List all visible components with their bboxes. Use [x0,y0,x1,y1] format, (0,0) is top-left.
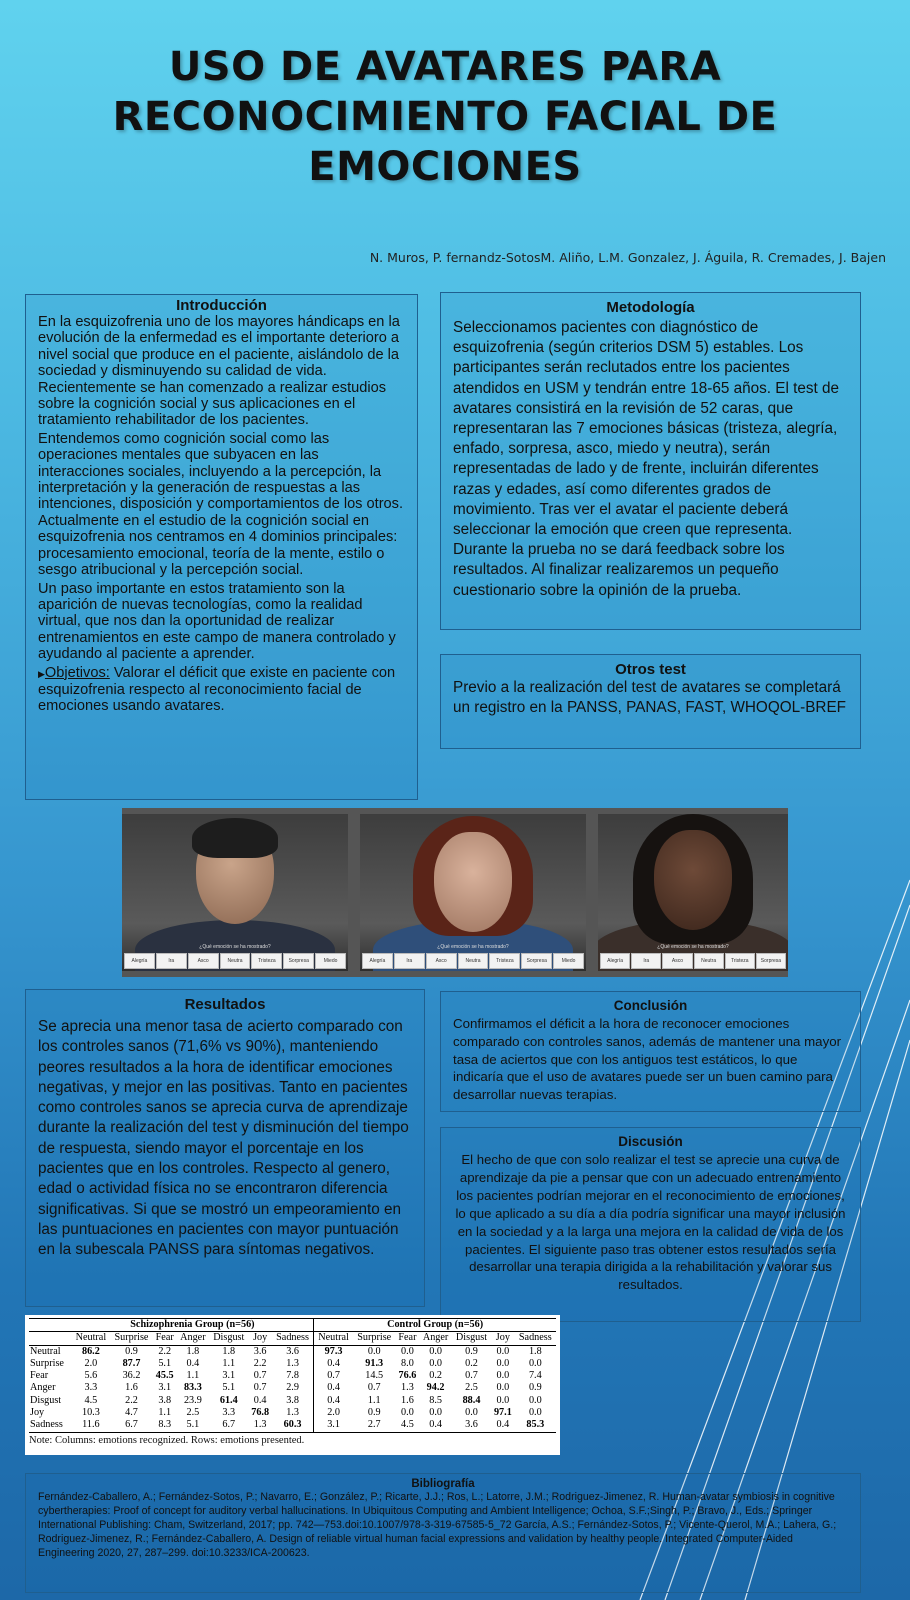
emotion-button[interactable]: Tristeza [489,953,520,969]
table-cell: 86.2 [81,1345,100,1357]
table-cell: 0.2 [465,1357,478,1369]
table-cell: 3.3 [84,1382,98,1394]
group-header: Schizophrenia Group (n=56) [72,1319,314,1332]
emotion-button[interactable]: Asco [426,953,457,969]
table-cell: 1.6 [125,1382,138,1394]
emotion-buttons [122,953,348,969]
table-cell: 3.6 [253,1345,267,1357]
table-cell: 97.1 [493,1407,512,1419]
emotion-button[interactable]: Alegría [600,953,630,969]
emotion-buttons [598,953,788,969]
paragraph: En la esquizofrenia uno de los mayores hándicaps en la evolución de la enfermedad es el importante deterioro a nivel social que produce en el paciente, aislándolo de la sociedad y disminuyendo su calidad de vida. Recientemente se han comenzado a realizar estudios sobre la cognición social y sus aplicaciones en el tratamiento rehabilitador de los pacientes. [38,314,400,429]
table-cell: 6.7 [209,1419,248,1432]
table-cell: 0.0 [429,1345,442,1357]
emotion-button[interactable]: Miedo [315,953,346,969]
row-label: Disgust [30,1394,62,1406]
avatar-images [122,808,788,977]
row-label: Neutral [30,1345,61,1357]
column-header-row [29,1332,556,1345]
table-cell: 1.3 [401,1382,414,1394]
table-cell: 88.4 [462,1394,481,1406]
table-cell: 5.1 [177,1419,210,1432]
section-metodologia [440,292,861,630]
table-cell: 0.4 [419,1419,452,1432]
avatar-image-female [360,814,586,971]
table-row [29,1370,556,1382]
section-heading: Bibliografía [411,1478,475,1490]
paragraph: Seleccionamos pacientes con diagnóstico de esquizofrenia (según criterios DSM 5) estables. Los participantes serán reclutados entre los pacientes atendidos en USM y tendrán entre 18-65 años. El test de avatares consistirá en la revisión de 52 caras, que representaran las 7 emociones básicas (tristeza, alegría, enfado, sorpresa, asco, miedo y neutra), serán representadas de lado y de frente, incluirán diferentes razas y edades, así como diferentes grados de movimiento. Tras ver el avatar el paciente deberá seleccionar la emoción que creen que representa. Durante la prueba no se dará feedback sobre los resultados. Al finalizar realizaremos un pequeño cuestionario sobre la opinión de la prueba. [453,319,840,599]
emotion-button[interactable]: Miedo [553,953,584,969]
table-cell: 4.7 [125,1407,138,1419]
table-row [29,1395,556,1407]
table-cell: 3.1 [222,1370,236,1382]
table-cell: 0.0 [496,1370,510,1382]
table-cell: 0.0 [496,1345,510,1357]
emotion-button[interactable]: Asco [188,953,219,969]
table-cell: 76.8 [251,1407,270,1419]
title-line: USO DE AVATARES PARA [168,44,722,90]
table-cell: 0.0 [429,1407,442,1419]
avatar-image-dark-skin [598,814,788,971]
table-cell: 0.0 [496,1382,510,1394]
table-cell: 3.6 [452,1419,491,1432]
table-body [29,1345,556,1432]
row-label: Fear [30,1370,49,1382]
table-cell: 0.4 [314,1382,353,1394]
table-cell: 7.4 [528,1370,542,1382]
section-conclusion [440,991,861,1112]
table-cell: 61.4 [219,1394,238,1406]
table-cell: 23.9 [183,1394,202,1406]
table-cell: 97.3 [314,1345,353,1358]
column-header: Disgust [452,1332,491,1345]
column-header: Anger [177,1332,210,1345]
section-resultados [25,989,425,1307]
table-cell: 8.5 [429,1394,442,1406]
table-cell: 83.3 [183,1382,202,1394]
table-cell: 0.9 [367,1407,381,1419]
table-cell: 76.6 [398,1370,417,1382]
objetivos [38,665,405,715]
emotion-button[interactable]: Neutra [220,953,251,969]
objetivos-label: Objetivos: [44,664,110,681]
table-cell: 2.5 [186,1407,200,1419]
table-cell: 0.4 [253,1394,267,1406]
section-heading: Discusión [618,1134,683,1149]
table-cell: 0.0 [465,1407,478,1419]
table-cell: 0.0 [528,1394,542,1406]
column-header: Anger [419,1332,452,1345]
table-cell: 0.7 [253,1370,267,1382]
table-cell: 1.8 [222,1345,236,1357]
table-cell: 2.5 [465,1382,478,1394]
table-row [29,1419,556,1432]
table-note: Note: Columns: emotions recognized. Rows: emotions presented. [29,1434,305,1446]
table-cell: 0.2 [429,1370,442,1382]
table-cell: 2.2 [125,1394,138,1406]
table-row [29,1358,556,1370]
column-header: Fear [396,1332,420,1345]
table-cell: 0.0 [528,1357,542,1369]
paragraph: Previo a la realización del test de avatares se completará un registro en la PANSS, PANAS, FAST, WHOQOL-BREF [453,679,847,717]
table-cell: 2.0 [84,1357,98,1369]
title-line: RECONOCIMIENTO FACIAL DE [112,94,778,140]
table-cell: 36.2 [122,1370,141,1382]
table-cell: 0.0 [528,1407,542,1419]
paragraph: Se aprecia una menor tasa de acierto comparado con los controles sanos (71,6% vs 90%), manteniendo peores resultados a la hora de identificar emociones negativas, y mejor en las positivas. Tanto en pacientes como controles sanos se aprecia curva de aprendizaje durante la realización del test y disminución del tiempo de respuesta, siendo mayor el porcentaje en los pacientes que en los controles. Respecto al genero, edad o actividad física no se encontraron diferencia significativas. Si que se mostró un empeoramiento en las puntuaciones en pacientes con mayor puntuación en la subescala PANSS para síntomas negativos. [38,1018,409,1259]
section-bibliografia [25,1473,861,1593]
column-header: Surprise [353,1332,396,1345]
section-heading: Otros test [615,661,686,678]
results-table [25,1315,560,1455]
section-heading: Metodología [606,299,695,316]
column-header: Sadness [272,1332,314,1345]
confusion-table [29,1318,556,1433]
emotion-button[interactable]: Sorpresa [756,953,786,969]
table-cell: 60.3 [272,1419,314,1432]
table-cell: 87.7 [122,1357,141,1369]
table-cell: 11.6 [72,1419,111,1432]
table-cell: 2.9 [286,1382,299,1394]
emotion-button[interactable]: Ira [631,953,661,969]
emotion-button[interactable]: Alegría [124,953,155,969]
table-cell: 3.8 [158,1394,172,1406]
column-header: Neutral [314,1332,353,1345]
table-cell: 0.7 [465,1370,478,1382]
table-cell: 0.4 [314,1358,353,1370]
table-cell: 0.9 [465,1345,478,1357]
table-cell: 1.3 [248,1419,271,1432]
table-cell: 0.7 [367,1382,381,1394]
table-cell: 1.1 [186,1370,200,1382]
table-row [29,1407,556,1419]
table-cell: 3.1 [314,1419,353,1432]
table-cell: 1.3 [286,1357,299,1369]
section-heading: Conclusión [613,998,688,1013]
table-cell: 3.1 [158,1382,172,1394]
table-cell: 0.4 [186,1357,200,1369]
table-cell: 7.8 [286,1370,299,1382]
table-cell: 8.3 [153,1419,177,1432]
table-cell: 1.8 [186,1345,200,1357]
emotion-button[interactable]: Sorpresa [521,953,552,969]
emotion-buttons [360,953,586,969]
column-header: Fear [153,1332,177,1345]
table-cell: 8.0 [401,1357,414,1369]
paragraph: Un paso importante en estos tratamiento son la aparición de nuevas tecnologías, como la realidad virtual, que nos dan la oportunidad de realizar entrenamientos en este campo de manera controlado y ayudando al paciente a aprender. [38,580,396,663]
row-label: Surprise [30,1357,64,1369]
emotion-button[interactable]: Neutra [694,953,724,969]
table-cell: 0.9 [528,1382,542,1394]
table-cell: 45.5 [155,1370,174,1382]
table-cell: 1.3 [286,1407,299,1419]
table-cell: 1.8 [528,1345,542,1357]
question-text: ¿Qué emoción se ha mostrado? [199,944,271,950]
group-header: Control Group (n=56) [314,1319,556,1332]
column-header: Sadness [515,1332,556,1345]
table-cell: 0.4 [491,1419,514,1432]
table-cell: 14.5 [365,1370,384,1382]
section-introduccion [25,294,418,800]
emotion-button[interactable]: Tristeza [725,953,755,969]
table-cell: 3.8 [286,1394,299,1406]
column-header: Neutral [72,1332,111,1345]
row-label: Sadness [29,1419,72,1432]
question-text: ¿Qué emoción se ha mostrado? [437,944,509,950]
table-cell: 0.0 [496,1357,510,1369]
table-cell: 0.7 [314,1370,353,1382]
table-cell: 1.1 [367,1394,381,1406]
paragraph: El hecho de que con solo realizar el test se aprecie una curva de aprendizaje da pie a pensar que con un adecuado entrenamiento los pacientes podrían mejorar en el reconocimiento de emociones, lo que aplicado a su día a día podría significar una mayor inclusión en la sociedad y a la larga una mejora en la calidad de vida de los pacientes. El siguiente paso tras obtener estos resultados sería desarrollar una terapia dirigida a la rehabilitación y valorar sus resultados. [455,1152,846,1293]
table-cell: 5.1 [158,1357,172,1369]
table-cell: 2.2 [253,1357,267,1369]
table-cell: 1.6 [401,1394,414,1406]
emotion-button[interactable]: Tristeza [251,953,282,969]
table-cell: 1.1 [158,1407,172,1419]
title-line: EMOCIONES [308,144,582,190]
section-heading: Introducción [176,297,267,314]
section-heading: Resultados [184,996,266,1013]
section-otros-test [440,654,861,749]
table-cell: 1.1 [222,1357,236,1369]
table-cell: 0.0 [401,1345,414,1357]
paragraph: Confirmamos el déficit a la hora de reconocer emociones comparado con controles sanos, además de mantener una mayor tasa de aciertos que con los antiguos test estáticos, lo que indicaría que el uso de avatares puede ser un buen camino para desarrollar nuevas terapias. [453,1016,842,1103]
table-cell: 5.6 [84,1370,98,1382]
paragraph: Fernández-Caballero, A.; Fernández-Sotos, P.; Navarro, E.; González, P.; Ricarte, J.J.; Ros, L.; Latorre, J.M.; Rodriguez-Jimenez, R. Human-avatar symbiosis in cognitive cybertherapies: Proof of concept for auditory verbal hallucinations. In Ubiquitous Computing and Ambient Intelligence; Ochoa, S.F.;Singh, P.; Bravo, J., Eds.; Springer International Publishing: Cham, Switzerland, 2017; pp. 742—753.doi:10.1007/978-3-319-67585-5_72 García, A.S.; Fernández-Sotos, P.; Vicente-Querol, M.A.; Lahera, G.; Rodriguez-Jimenez, R.; Fernández-Caballero, A. Design of reliable virtual human facial expressions and validation by healthy people. Integrated Computer-Aided Engineering 2020, 27, 287–299. doi:10.3233/ICA-200623. [38,1491,837,1559]
table-cell: 0.0 [367,1345,381,1357]
paragraph: Entendemos como cognición social como las operaciones mentales que subyacen en las interacciones sociales, incluyendo a la percepción, la interpretación y la generación de respuestas a las intenciones, disposición y comportamientos de los otros. Actualmente en el estudio de la cognición social en esquizofrenia nos centramos en 4 dominios principales: procesamiento emocional, teoría de la mente, estilo o sesgo atribucional y la percepción social. [38,430,404,579]
question-text: ¿Qué emoción se ha mostrado? [657,944,729,950]
emotion-button[interactable]: Ira [156,953,187,969]
table-row [29,1345,556,1358]
table-cell: 5.1 [222,1382,236,1394]
table-cell: 2.7 [353,1419,396,1432]
table-cell: 2.2 [158,1345,172,1357]
table-cell: 6.7 [110,1419,153,1432]
table-cell: 0.7 [253,1382,267,1394]
table-cell: 10.3 [81,1407,100,1419]
authors: N. Muros, P. fernandz-SotosM. Aliño, L.M. Gonzalez, J. Águila, R. Cremades, J. Bajen [369,250,886,265]
table-cell: 94.2 [426,1382,445,1394]
table-cell: 0.0 [429,1357,442,1369]
row-label: Joy [30,1407,45,1419]
table-cell: 0.0 [401,1407,414,1419]
column-header: Joy [248,1332,271,1345]
emotion-button[interactable]: Sorpresa [283,953,314,969]
table-cell: 3.6 [286,1345,299,1357]
table-cell: 4.5 [396,1419,420,1432]
column-header: Disgust [209,1332,248,1345]
table-cell: 85.3 [515,1419,556,1432]
objetivos-text: Valorar el déficit que existe en paciente con esquizofrenia respecto al reconocimiento facial de emociones usando avatares. [38,664,396,715]
table-cell: 4.5 [84,1394,98,1406]
table-cell: 0.0 [496,1394,510,1406]
column-header: Surprise [110,1332,153,1345]
emotion-button[interactable]: Asco [662,953,692,969]
emotion-button[interactable]: Alegría [362,953,393,969]
table-cell: 0.9 [125,1345,138,1357]
avatar-image-male [122,814,348,971]
bullet-icon: ▶ [38,668,45,679]
table-row [29,1382,556,1394]
poster-title [60,42,830,192]
table-cell: 3.3 [222,1407,236,1419]
row-label: Anger [30,1382,56,1394]
emotion-button[interactable]: Ira [394,953,425,969]
emotion-button[interactable]: Neutra [458,953,489,969]
table-cell: 0.4 [314,1395,353,1407]
section-discusion [440,1127,861,1322]
column-header: Joy [491,1332,514,1345]
table-cell: 91.3 [365,1357,384,1369]
table-cell: 2.0 [314,1407,353,1419]
